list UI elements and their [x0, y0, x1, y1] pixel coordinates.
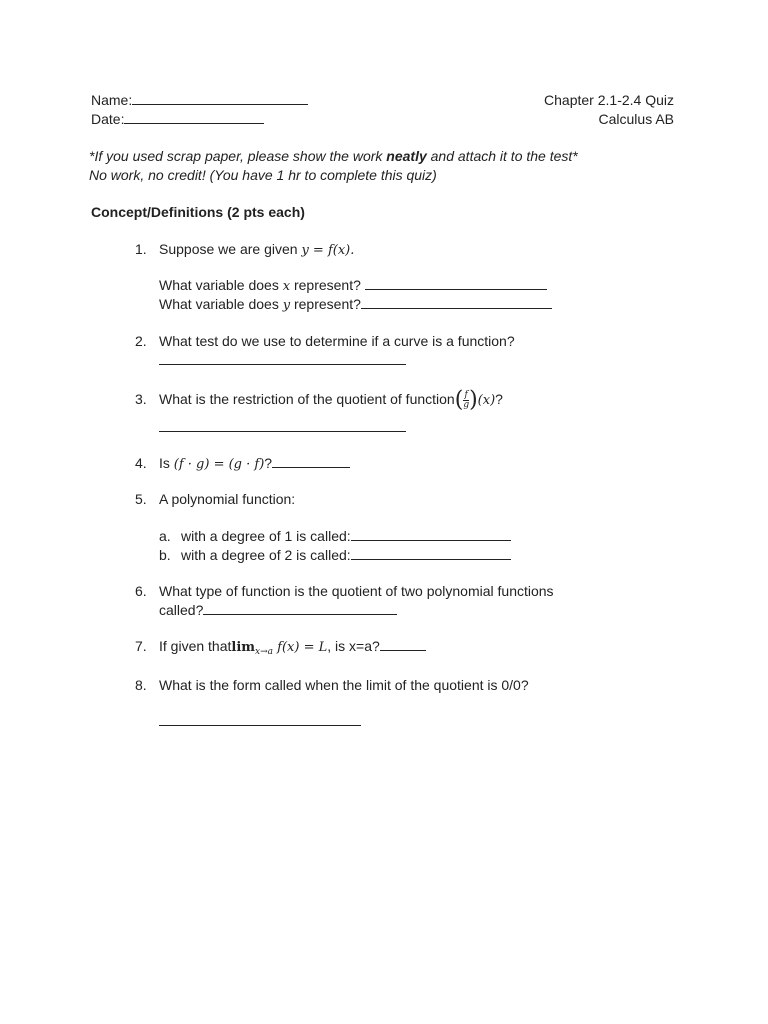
limit-expression: f(x) = L	[273, 640, 328, 655]
question-2-number: 2.	[135, 333, 147, 349]
question-1-text	[159, 240, 354, 260]
fraction-numerator: f	[464, 389, 468, 400]
question-3-number: 3.	[135, 391, 147, 407]
date-label: Date:	[91, 111, 125, 127]
question-2-blank[interactable]	[159, 351, 406, 365]
question-5a-label: a.	[159, 528, 171, 544]
question-5a	[159, 527, 511, 545]
question-5a-text: with a degree of 1 is called:	[181, 528, 351, 544]
question-5b-label: b.	[159, 547, 171, 563]
question-6-blank[interactable]	[203, 601, 397, 615]
course-name: Calculus AB	[598, 111, 674, 127]
question-5b	[159, 546, 511, 564]
question-3-blank[interactable]	[159, 418, 406, 432]
question-7-limit	[231, 640, 327, 655]
question-2-answer-line	[159, 351, 406, 369]
question-6-line-1: What type of function is the quotient of two polynomial functions	[159, 583, 554, 599]
question-7-blank[interactable]	[380, 637, 426, 651]
question-1a	[159, 276, 547, 296]
question-1-number: 1.	[135, 241, 147, 257]
question-3-text	[159, 384, 503, 416]
limit-subscript: x→a	[255, 647, 274, 657]
question-3-answer-line	[159, 418, 406, 436]
question-1b-var: y	[282, 298, 291, 313]
name-blank[interactable]	[132, 91, 308, 105]
question-7-text	[159, 637, 426, 661]
question-4-prompt: Is	[159, 455, 174, 471]
quiz-title: Chapter 2.1-2.4 Quiz	[544, 92, 674, 108]
question-1a-text: What variable does	[159, 277, 283, 293]
question-7-text-end: , is x=a?	[327, 638, 380, 654]
name-line	[91, 91, 308, 109]
question-4-text	[159, 454, 350, 474]
instructions-text: *If you used scrap paper, please show the work	[89, 148, 387, 164]
instructions-emphasis: neatly	[386, 148, 427, 164]
instructions-line-2: No work, no credit! (You have 1 hr to complete this quiz)	[89, 167, 437, 183]
question-6-number: 6.	[135, 583, 147, 599]
date-line	[91, 110, 264, 128]
question-7-prompt: If given that	[159, 638, 232, 654]
name-label: Name:	[91, 92, 133, 108]
question-8-text: What is the form called when the limit of the quotient is 0/0?	[159, 677, 529, 693]
question-1-math: y = f(x).	[301, 243, 355, 258]
question-3-paren-close: )	[469, 387, 478, 413]
question-2-text: What test do we use to determine if a curve is a function?	[159, 333, 515, 349]
limit-operator: lim	[231, 640, 256, 655]
question-8-answer-line	[159, 712, 361, 730]
question-6-line-2	[159, 601, 397, 619]
question-1b-text: What variable does	[159, 296, 283, 312]
question-5b-blank[interactable]	[351, 546, 511, 560]
question-8-blank[interactable]	[159, 712, 361, 726]
question-4-number: 4.	[135, 455, 147, 471]
question-1a-text-end: represent?	[290, 277, 365, 293]
question-4-math: (f · g) = (g · f)	[173, 457, 265, 472]
question-6-text-end: called?	[159, 602, 204, 618]
question-8-number: 8.	[135, 677, 147, 693]
question-5a-blank[interactable]	[351, 527, 511, 541]
question-5-number: 5.	[135, 491, 147, 507]
section-title: Concept/Definitions (2 pts each)	[91, 204, 305, 220]
question-1-prompt: Suppose we are given	[159, 241, 302, 257]
question-3-paren-open: (	[454, 387, 464, 413]
question-1b	[159, 295, 552, 315]
question-4-blank[interactable]	[272, 454, 350, 468]
question-1b-text-end: represent?	[290, 296, 361, 312]
instructions-text-end: and attach it to the test*	[426, 148, 578, 164]
question-4-qmark: ?	[264, 455, 273, 471]
instructions-line-1	[89, 147, 578, 165]
date-blank[interactable]	[124, 110, 264, 124]
question-5b-text: with a degree of 2 is called:	[181, 547, 351, 563]
fraction-denominator: g	[463, 399, 470, 410]
question-1b-blank[interactable]	[361, 295, 552, 309]
question-3-qmark: ?	[495, 391, 503, 407]
question-5-text: A polynomial function:	[159, 491, 296, 507]
question-3-prompt: What is the restriction of the quotient of function	[159, 391, 455, 407]
question-7-number: 7.	[135, 638, 147, 654]
question-3-math: (x)	[477, 393, 496, 408]
question-1a-blank[interactable]	[365, 276, 547, 290]
question-1a-var: x	[282, 279, 291, 294]
